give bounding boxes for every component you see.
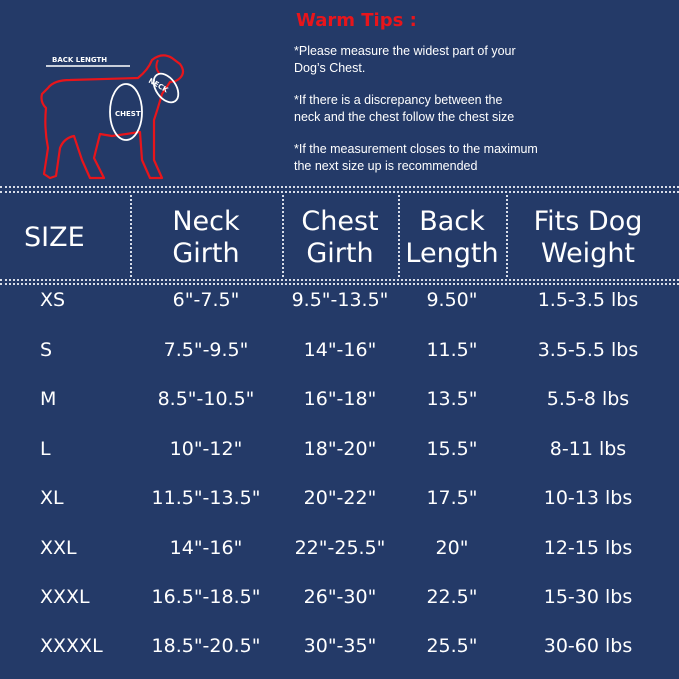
cell-chest: 16"-18" <box>303 388 377 410</box>
cell-weight: 8-11 lbs <box>549 438 627 460</box>
cell-back: 17.5" <box>426 487 478 509</box>
header-chest-girth: Chest Girth <box>301 206 379 269</box>
dog-measurement-illustration <box>30 48 230 188</box>
header-neck-girth: Neck Girth <box>172 206 240 269</box>
table-row <box>0 478 679 518</box>
cell-size: S <box>40 339 53 361</box>
cell-back: 22.5" <box>426 586 478 608</box>
cell-weight: 12-15 lbs <box>543 537 633 559</box>
table-row <box>0 577 679 617</box>
neck-label: NECK <box>147 76 170 95</box>
tip-3: *If the measurement closes to the maximum the next size up is recommended <box>294 142 538 173</box>
cell-size: XL <box>40 487 64 509</box>
table-row <box>0 528 679 568</box>
header-back-length: Back Length <box>405 206 499 269</box>
back-length-label: BACK LENGTH <box>52 56 108 64</box>
dog-ear-icon <box>156 60 160 74</box>
tip-2: *If there is a discrepancy between the neck and the chest follow the chest size <box>294 93 515 124</box>
cell-chest: 30"-35" <box>303 635 377 657</box>
cell-chest: 9.5"-13.5" <box>291 289 389 311</box>
cell-chest: 26"-30" <box>303 586 377 608</box>
cell-neck: 6"-7.5" <box>172 289 240 311</box>
cell-back: 25.5" <box>426 635 478 657</box>
cell-size: M <box>40 388 57 410</box>
cell-neck: 16.5"-18.5" <box>151 586 261 608</box>
cell-back: 20" <box>435 537 469 559</box>
cell-weight: 1.5-3.5 lbs <box>537 289 639 311</box>
divider-dotted <box>0 186 679 188</box>
cell-neck: 18.5"-20.5" <box>151 635 261 657</box>
cell-neck: 7.5"-9.5" <box>163 339 249 361</box>
cell-chest: 18"-20" <box>303 438 377 460</box>
cell-weight: 15-30 lbs <box>543 586 633 608</box>
cell-neck: 11.5"-13.5" <box>151 487 261 509</box>
cell-neck: 10"-12" <box>169 438 243 460</box>
cell-weight: 3.5-5.5 lbs <box>537 339 639 361</box>
tip-1: *Please measure the widest part of your Dog’s Chest. <box>294 44 516 75</box>
table-row <box>0 330 679 370</box>
cell-size: XXL <box>40 537 77 559</box>
cell-weight: 30-60 lbs <box>543 635 633 657</box>
cell-neck: 8.5"-10.5" <box>157 388 255 410</box>
cell-chest: 14"-16" <box>303 339 377 361</box>
cell-size: L <box>40 438 51 460</box>
cell-chest: 20"-22" <box>303 487 377 509</box>
table-row <box>0 429 679 469</box>
cell-chest: 22"-25.5" <box>294 537 386 559</box>
cell-size: XS <box>40 289 66 311</box>
cell-size: XXXL <box>40 586 90 608</box>
divider-dotted <box>0 191 679 193</box>
cell-back: 9.50" <box>426 289 478 311</box>
cell-neck: 14"-16" <box>169 537 243 559</box>
chest-label: CHEST <box>115 110 141 118</box>
cell-weight: 5.5-8 lbs <box>546 388 630 410</box>
table-row <box>0 280 679 320</box>
header-size: SIZE <box>24 222 85 253</box>
cell-back: 15.5" <box>426 438 478 460</box>
table-row <box>0 379 679 419</box>
cell-back: 13.5" <box>426 388 478 410</box>
cell-weight: 10-13 lbs <box>543 487 633 509</box>
cell-back: 11.5" <box>426 339 478 361</box>
warm-tips-title: Warm Tips : <box>296 10 417 31</box>
cell-size: XXXXL <box>40 635 103 657</box>
table-row <box>0 626 679 666</box>
header-weight: Fits Dog Weight <box>533 206 643 269</box>
